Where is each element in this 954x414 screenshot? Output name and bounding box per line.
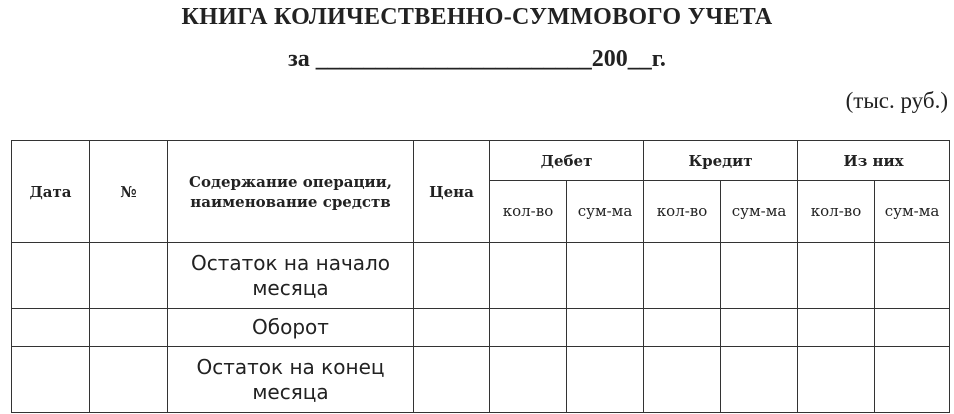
cell-debit-sum	[567, 309, 644, 347]
units-note: (тыс. руб.)	[845, 88, 948, 113]
cell-debit-qty	[490, 243, 567, 309]
cell-debit-qty	[490, 347, 567, 413]
cell-credit-sum	[721, 243, 798, 309]
header-date: Дата	[12, 141, 90, 243]
cell-of-them-sum	[875, 347, 950, 413]
header-of-them: Из них	[798, 141, 950, 181]
header-credit-sum: сум-ма	[721, 181, 798, 243]
cell-credit-qty	[644, 243, 721, 309]
period-line: за _______________________200__г.	[288, 46, 666, 72]
cell-debit-sum	[567, 243, 644, 309]
table-row	[12, 243, 950, 309]
cell-date	[12, 243, 90, 309]
cell-price	[414, 243, 490, 309]
cell-date	[12, 309, 90, 347]
table-row	[12, 309, 950, 347]
cell-number	[90, 309, 168, 347]
cell-of-them-sum	[875, 243, 950, 309]
cell-credit-qty	[644, 309, 721, 347]
cell-content: Остаток на начало месяца	[168, 243, 414, 309]
document-title: КНИГА КОЛИЧЕСТВЕННО-СУММОВОГО УЧЕТА	[181, 4, 773, 30]
header-content: Содержание операции, наименование средств	[168, 141, 414, 243]
header-debit: Дебет	[490, 141, 644, 181]
cell-of-them-qty	[798, 347, 875, 413]
cell-date	[12, 347, 90, 413]
header-credit: Кредит	[644, 141, 798, 181]
cell-price	[414, 347, 490, 413]
header-of-them-qty: кол-во	[798, 181, 875, 243]
cell-credit-qty	[644, 347, 721, 413]
cell-credit-sum	[721, 347, 798, 413]
cell-debit-sum	[567, 347, 644, 413]
cell-content: Оборот	[168, 309, 414, 347]
header-price: Цена	[414, 141, 490, 243]
cell-price	[414, 309, 490, 347]
cell-of-them-qty	[798, 309, 875, 347]
header-of-them-sum: сум-ма	[875, 181, 950, 243]
cell-content: Остаток на конец месяца	[168, 347, 414, 413]
header-debit-sum: сум-ма	[567, 181, 644, 243]
cell-of-them-qty	[798, 243, 875, 309]
cell-debit-qty	[490, 309, 567, 347]
cell-number	[90, 347, 168, 413]
cell-credit-sum	[721, 309, 798, 347]
header-credit-qty: кол-во	[644, 181, 721, 243]
cell-number	[90, 243, 168, 309]
table-row	[12, 347, 950, 413]
cell-of-them-sum	[875, 309, 950, 347]
ledger-table	[11, 140, 950, 413]
header-number: №	[90, 141, 168, 243]
header-debit-qty: кол-во	[490, 181, 567, 243]
header-row-top	[12, 141, 950, 181]
